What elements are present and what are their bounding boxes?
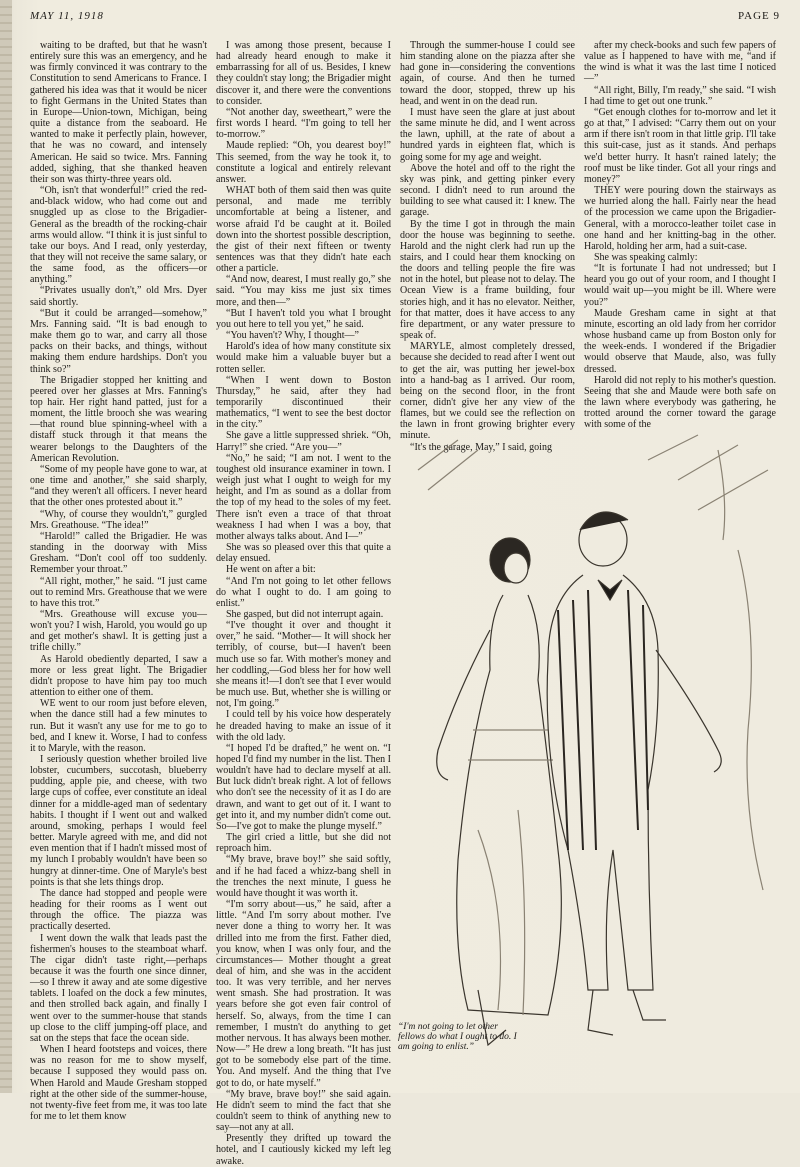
paragraph: “And now, dearest, I must really go,” she said. “You may kiss me just six times more, and then—” bbox=[216, 274, 391, 308]
paragraph: By the time I got in through the main door the house was beginning to seethe. Harold and the night clerk had run up the stairs, and I could hear them knocking on the doors and telling people the fire was not in the hotel, but please not to delay. The Ocean View is a frame building, four stories high, and it has no elevator. Neither, for that matter, does it have access to any fire department, or any water pressure to speak of. bbox=[400, 218, 575, 342]
paragraph: The girl cried a little, but she did not reproach him. bbox=[216, 832, 391, 855]
text-column-3 bbox=[400, 40, 575, 453]
paragraph: “No,” he said; “I am not. I went to the toughest old insurance examiner in town. I weigh just what I ought to weigh for my height, and I'm as sound as a dollar from the top of my head to the soles of my feet. There isn't even a trace of that throat weakness I had when I was a boy, that mother always talks about. And I—” bbox=[216, 452, 391, 542]
issue-date: MAY 11, 1918 bbox=[30, 10, 104, 22]
paragraph: “Mrs. Greathouse will excuse you—won't you? I wish, Harold, you would go up and get mother's shawl. It is getting just a trifle chilly.” bbox=[30, 608, 207, 654]
paragraph: The Brigadier stopped her knitting and peered over her glasses at Mrs. Fanning's top hair. Her right hand patted, just for a moment, the little brooch she was wearing—that round blue spinning-wheel with a distaff stuck through it that means the wearer belongs to the Daughters of the American Revolution. bbox=[30, 374, 207, 464]
paragraph: “It's the garage, May,” I said, going bbox=[410, 441, 552, 453]
text-column-4 bbox=[584, 40, 776, 431]
paragraph: He went on after a bit: bbox=[226, 564, 316, 576]
paragraph: She was so pleased over this that quite a delay ensued. bbox=[216, 542, 391, 565]
paragraph: She gasped, but did not interrupt again. bbox=[226, 608, 384, 620]
paragraph: I seriously question whether broiled live lobster, cucumbers, succotash, blueberry pudding, apple pie, and cheese, with two large cups of coffee, ever constitute an ideal dinner for a middle-aged man of sedentary habits. I thought if I went out and walked around, smoking, perhaps I would feel better. Maryle agreed with me, and did not even mention that if I hadn't missed most of my lunch I probably wouldn't have been so hungry at dinner-time. One of Maryle's best points is that she lets things drop. bbox=[30, 754, 207, 888]
paragraph: Harold's idea of how many constitute six would make him a valuable buyer but a rotten seller. bbox=[216, 341, 391, 375]
illustration-caption: “I'm not going to let other fellows do what I ought to do. I am going to enlist.” bbox=[398, 1022, 517, 1052]
paragraph: I was among those present, because I had already heard enough to make it embarrassing for all of us. Besides, I knew they couldn't stay long; the Brigadier might discover it, and there were the conventions to consider. bbox=[216, 40, 391, 107]
paragraph: She gave a little suppressed shriek. “Oh, Harry!” she cried. “Are you—” bbox=[216, 430, 391, 453]
paragraph: “Some of my people have gone to war, at one time and another,” she said sharply, “and they weren't all officers. I never heard that the other ones protested about it.” bbox=[30, 463, 207, 509]
paragraph: “Get enough clothes for to-morrow and let it go at that,” I advised: “Carry them out on your arm if there isn't room in that little grip. I'll take this suit-case, just as it stands. And perhaps we'd better hurry. It hasn't rained lately; the roof must be like tinder. Got all your rings and money?” bbox=[584, 106, 776, 185]
text-column-2 bbox=[216, 40, 391, 1167]
paragraph: “I've thought it over and thought it over,” he said. “Mother— It will shock her terribly, of course, but—I haven't been much use so far. With mother's money and her coddling,—God bless her for how well she means it!—I don't see that I ever would be much use. But, whether she is willing or not, I'm going.” bbox=[216, 620, 391, 710]
paragraph: MARYLE, almost completely dressed, because she decided to read after I went out to get the air, was putting her jewel-box into a hand-bag as I arrived. Our room, being on the second floor, in the front corner, didn't give her any view of the flames, but we could see the reflection on the lawn in front growing brighter every minute. bbox=[400, 341, 575, 442]
paragraph: waiting to be drafted, but that he wasn't entirely sure this was an emergency, and he was firmly convinced it was contrary to the Constitution to send Americans to France. I gathered his idea was that it would be nicer to fight Germans in the United States than in Europe—Union-town, Michigan, being quite a distance from the seaboard. He wanted to make it perfectly plain, however, that he was no coward, and intensely American. He said so twice. Mrs. Fanning added, sighing, that she thanked heaven their son was thirty-three years old. bbox=[30, 40, 207, 185]
story-illustration bbox=[398, 430, 780, 1080]
paragraph: “Why, of course they wouldn't,” gurgled Mrs. Greathouse. “The idea!” bbox=[30, 508, 207, 531]
paragraph: after my check-books and such few papers of value as I happened to have with me, “and if the wind is what it was the last time I noticed—” bbox=[584, 40, 776, 85]
paragraph: I went down the walk that leads past the fishermen's houses to the steamboat wharf. The cigar didn't taste right,—perhaps because it was the fourth one since dinner,—so I threw it away and ate some digestive tablets. I loafed on the dock a few minutes, and then strolled back again, and finally I went over to the summer-house that stands up close to the cliff jumping-off place, and sat on the steps that face the ocean side. bbox=[30, 932, 207, 1044]
paragraph: As Harold obediently departed, I saw a more or less great light. The Brigadier didn't propose to have him pay too much attention to either one of them. bbox=[30, 653, 207, 699]
page-number: PAGE 9 bbox=[738, 10, 780, 22]
paragraph: “All right, Billy, I'm ready,” she said. “I wish I had time to get out one trunk.” bbox=[584, 84, 776, 107]
paragraph: “I hoped I'd be drafted,” he went on. “I hoped I'd find my number in the list. Then I wouldn't have had to declare myself at all. But luck didn't break right. A lot of fellows who don't see the necessity of it as I do are drawn, and want to get out of it. I want to get into it, and my number didn't come out. So—I've got to make the plunge myself.” bbox=[216, 742, 391, 832]
paragraph: “But I haven't told you what I brought you out here to tell you yet,” he said. bbox=[216, 307, 391, 330]
paragraph: The dance had stopped and people were heading for their rooms as I went out through the office. The piazza was practically deserted. bbox=[30, 887, 207, 933]
paragraph: When I heard footsteps and voices, there was no reason for me to show myself, because I supposed they would pass on. When Harold and Maude Gresham stopped right at the other side of the summer-house, not twenty-five feet from me, it was too late for me to let them know bbox=[30, 1044, 207, 1122]
paragraph: “My brave, brave boy!” she said softly, and if he had faced a whizz-bang shell in the trenches the next minute, I guess he would have thought it was worth it. bbox=[216, 854, 391, 899]
text-column-1 bbox=[30, 40, 207, 1122]
paragraph: Harold did not reply to his mother's question. Seeing that she and Maude were both safe on the lawn where everybody was gathering, he trotted around the corner toward the garage with some of the bbox=[584, 374, 776, 431]
paragraph: “All right, mother,” he said. “I just came out to remind Mrs. Greathouse that we were to have this trot.” bbox=[30, 575, 207, 609]
paragraph: WE went to our room just before eleven, when the dance still had a few minutes to run. But it wasn't any use for me to go to bed, and I knew it. Worse, I had to confess it to Maryle, with the reason. bbox=[30, 698, 207, 754]
paragraph: Through the summer-house I could see him standing alone on the piazza after she had gone in—considering the conventions again, of course. And then he turned toward the door, stopped, threw up his head, and went in on the dead run. bbox=[400, 40, 575, 107]
paragraph: WHAT both of them said then was quite personal, and made me terribly uncomfortable at being a listener, and worse afraid I'd be caught at it. Boiled down into the shortest possible description, the gist of their next fifteen or twenty sentences was that they didn't hate each other a particle. bbox=[216, 185, 391, 275]
paragraph: THEY were pouring down the stairways as we hurried along the hall. Fairly near the head of the procession we came upon the Brigadier-General, with a morocco-leather toilet case in one hand and her knitting-bag in the other. Harold, holding her arm, had a suit-case. bbox=[584, 185, 776, 252]
paragraph: Maude Gresham came in sight at that minute, escorting an old lady from her corridor whose husband came up from Boston only for the week-ends. I wondered if the Brigadier would observe that Maude, also, was fully dressed. bbox=[584, 307, 776, 375]
paragraph: “Harold!” called the Brigadier. He was standing in the doorway with Miss Gresham. “Don't cool off too suddenly. Remember your throat.” bbox=[30, 530, 207, 576]
paragraph: “Oh, isn't that wonderful!” cried the red-and-black widow, who had come out and snuggled up as close to the Brigadier-General as the breadth of the rocking-chair arms would allow. “I think it is just sinful to take our boys. And I read, only yesterday, that they will not receive the same salary, or the same food, as the officers—or anything.” bbox=[30, 185, 207, 286]
paragraph: “Not another day, sweetheart,” were the first words I heard. “I'm going to tell her to-morrow.” bbox=[216, 106, 391, 141]
paragraph: “But it could be arranged—somehow,” Mrs. Fanning said. “It is bad enough to make them go to war, and carry all those packs on their backs, and things, without making them endure hardships. Don't you think so?” bbox=[30, 307, 207, 375]
paragraph: She was speaking calmly: bbox=[594, 251, 698, 263]
paragraph: “You haven't? Why, I thought—” bbox=[226, 330, 359, 342]
paragraph: “Privates usually don't,” old Mrs. Dyer said shortly. bbox=[30, 285, 207, 308]
paragraph: Above the hotel and off to the right the sky was pink, and getting pinker every second. I didn't need to run around the building to see what caused it: I knew. The garage. bbox=[400, 162, 575, 219]
paragraph: Presently they drifted up toward the hotel, and I cautiously kicked my left leg awake. bbox=[216, 1133, 391, 1167]
paragraph: “And I'm not going to let other fellows do what I ought to do. I am going to enlist.” bbox=[216, 575, 391, 609]
page-binding-edge bbox=[0, 0, 12, 1093]
paragraph: I must have seen the glare at just about the same minute he did, and I went across the lawn, uphill, at the rate of about a hundred yards in eighteen flat, which is going some for my age and weight. bbox=[400, 106, 575, 163]
paragraph: “When I went down to Boston Thursday,” he said, after they had temporarily discontinued their mathematics, “I went to see the best doctor in the city.” bbox=[216, 374, 391, 431]
paragraph: “I'm sorry about—us,” he said, after a little. “And I'm sorry about mother. I've never done a thing to worry her. It was drilled into me from the first. Father died, you know, when I was only four, and the circumstances— Mother thought a great deal of him, and she was in the accident too. It was very terrible, and her nerves went smash. She had prostration. It was years before she got even fair control of herself. So, always, from the time I can remember, I mustn't do anything to get mother nervous. It has always been mother. Now—” He drew a long breath. “It has just got to be somebody else part of the time. You. And myself. And the thing that I've got to do, or hate myself.” bbox=[216, 899, 391, 1089]
paragraph: “It is fortunate I had not undressed; but I heard you go out of your room, and I thought I would wait up—you might be ill. Where were you?” bbox=[584, 263, 776, 308]
paragraph: I could tell by his voice how desperately he dreaded having to make an issue of it with the old lady. bbox=[216, 709, 391, 743]
paragraph: Maude replied: “Oh, you dearest boy!” This seemed, from the way he took it, to constitute a logical and entirely relevant answer. bbox=[216, 140, 391, 185]
paragraph: “My brave, brave boy!” she said again. He didn't seem to mind the fact that she couldn't seem to think of anything new to say—not any at all. bbox=[216, 1088, 391, 1134]
